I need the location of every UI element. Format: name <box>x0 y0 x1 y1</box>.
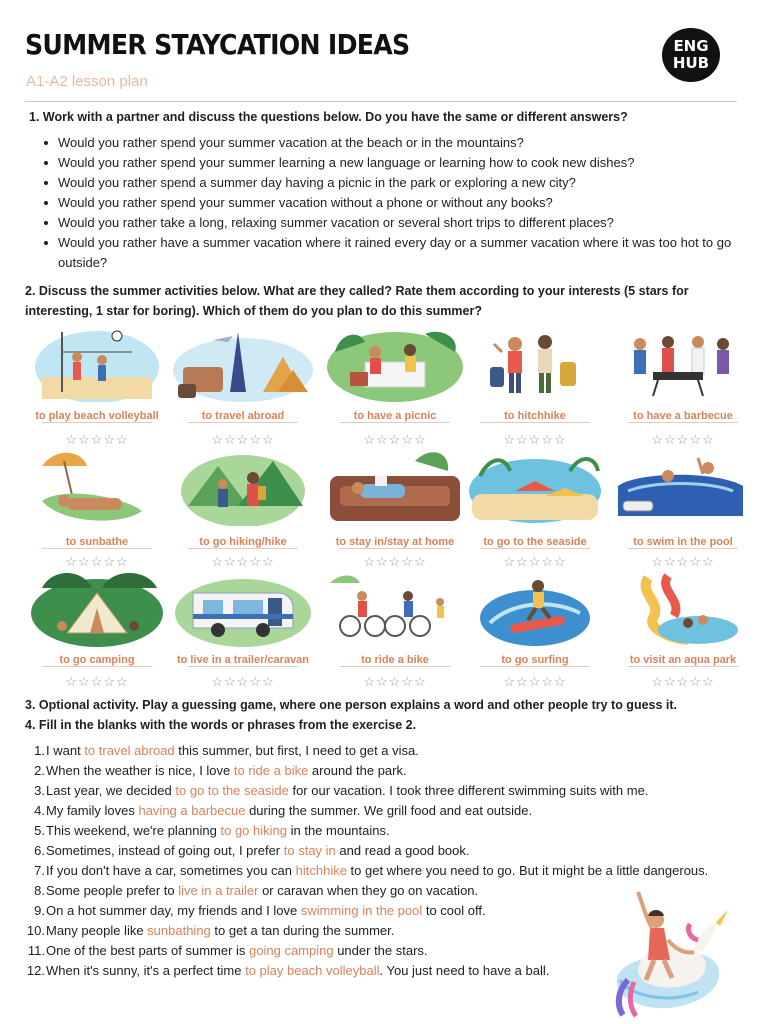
question-item: Would you rather have a summer vacation where it rained every day or a summer vacation where it was too hot to go outside? <box>44 233 744 273</box>
water-slide-illustration <box>608 568 758 648</box>
sentence-item <box>25 741 745 761</box>
activity-divider <box>340 666 450 667</box>
sentence-text-before: I want <box>46 743 85 758</box>
sentence-number: 1. <box>34 743 45 758</box>
activity-divider <box>42 422 152 423</box>
activity-label: to play beach volleyball <box>35 410 159 422</box>
activity-card <box>460 322 610 452</box>
activity-divider <box>340 548 450 549</box>
activity-divider <box>628 666 738 667</box>
exercise-2-heading: 2. Discuss the summer activities below. What are they called? Rate them according to your interests (5 stars for interesting, 1 star for boring). Which of them do you plan to do this summer? <box>25 284 689 318</box>
question-item: Would you rather take a long, relaxing summer vacation or several short trips to different places? <box>44 213 744 233</box>
star-rating[interactable]: ☆☆☆☆☆ <box>65 674 129 689</box>
sentence-number: 12. <box>26 963 45 978</box>
star-rating[interactable]: ☆☆☆☆☆ <box>503 674 567 689</box>
sentence-item <box>25 821 745 841</box>
activity-divider <box>480 666 590 667</box>
sentence-answer: sunbathing <box>147 923 211 938</box>
activity-card <box>608 446 758 576</box>
sentence-text-before: Many people like <box>46 923 148 938</box>
activity-card <box>168 446 318 576</box>
surfing-illustration <box>460 568 610 648</box>
activity-label: to live in a trailer/caravan <box>176 654 310 666</box>
sentence-answer: going camping <box>249 943 334 958</box>
sentence-text-after: for our vacation. I took three different swimming suits with me. <box>288 783 649 798</box>
star-rating[interactable]: ☆☆☆☆☆ <box>503 554 567 569</box>
sentence-answer: to go to the seaside <box>175 783 289 798</box>
activity-divider <box>628 422 738 423</box>
sentence-text-after: to get a tan during the summer. <box>210 923 395 938</box>
sofa-home-illustration <box>320 446 470 526</box>
caravan-illustration <box>168 568 318 648</box>
eng-hub-logo <box>662 28 720 82</box>
sentence-text-after: . You just need to have a ball. <box>379 963 550 978</box>
sentence-text-after: and read a good book. <box>335 843 470 858</box>
activity-divider <box>340 422 450 423</box>
star-rating[interactable]: ☆☆☆☆☆ <box>65 554 129 569</box>
logo-line-2: HUB <box>672 54 710 72</box>
activity-card <box>608 568 758 698</box>
star-rating[interactable]: ☆☆☆☆☆ <box>651 674 715 689</box>
activity-label: to have a barbecue <box>633 410 733 422</box>
hiking-illustration <box>168 446 318 526</box>
activity-label: to sunbathe <box>65 536 129 548</box>
star-rating[interactable]: ☆☆☆☆☆ <box>651 432 715 447</box>
sentence-item <box>25 761 745 781</box>
sentence-item <box>25 781 745 801</box>
star-rating[interactable]: ☆☆☆☆☆ <box>211 674 275 689</box>
activity-card <box>320 322 470 452</box>
sentence-item <box>25 801 745 821</box>
sunbathing-illustration <box>22 446 172 526</box>
barbecue-illustration <box>608 322 758 402</box>
sentence-answer: to stay in <box>283 843 336 858</box>
activity-label: to ride a bike <box>361 654 429 666</box>
camping-tent-illustration <box>22 568 172 648</box>
activity-label: to travel abroad <box>201 410 285 422</box>
activity-card <box>22 446 172 576</box>
sentence-number: 8. <box>34 883 45 898</box>
sentence-text-before: One of the best parts of summer is <box>46 943 250 958</box>
activity-card <box>168 322 318 452</box>
star-rating[interactable]: ☆☆☆☆☆ <box>363 432 427 447</box>
picnic-illustration <box>320 322 470 402</box>
exercise-3-heading: 3. Optional activity. Play a guessing game, where one person explains a word and other people try to guess it. <box>25 698 678 712</box>
activity-label: to hitchhike <box>504 410 566 422</box>
sentence-text-before: When the weather is nice, I love <box>46 763 234 778</box>
sentence-text-before: Last year, we decided <box>46 783 176 798</box>
activity-label: to go hiking/hike <box>199 536 287 548</box>
activity-divider <box>188 548 298 549</box>
sentence-text-after: this summer, but first, I need to get a visa. <box>174 743 419 758</box>
star-rating[interactable]: ☆☆☆☆☆ <box>651 554 715 569</box>
page-subtitle: A1-A2 lesson plan <box>26 73 148 90</box>
swimming-pool-illustration <box>608 446 758 526</box>
exercise-1-heading: 1. Work with a partner and discuss the questions below. Do you have the same or different answers? <box>29 110 628 124</box>
activity-divider <box>628 548 738 549</box>
woman-on-unicorn-float-illustration <box>598 880 738 1020</box>
sentence-number: 7. <box>34 863 45 878</box>
sentence-text-after: around the park. <box>308 763 407 778</box>
activity-label: to visit an aqua park <box>629 654 737 666</box>
beach-volleyball-illustration <box>22 322 172 402</box>
activity-card <box>460 446 610 576</box>
question-item: Would you rather spend your summer learning a new language or learning how to cook new dishes? <box>44 153 744 173</box>
sentence-number: 5. <box>34 823 45 838</box>
activity-divider <box>42 666 152 667</box>
sentence-answer: to go hiking <box>220 823 287 838</box>
sentence-text-before: This weekend, we're planning <box>46 823 221 838</box>
sentence-text-before: If you don't have a car, sometimes you can <box>46 863 296 878</box>
star-rating[interactable]: ☆☆☆☆☆ <box>363 554 427 569</box>
exercise-1-questions <box>44 133 744 273</box>
sentence-number: 11. <box>27 943 45 958</box>
sentence-text-after: or caravan when they go on vacation. <box>258 883 479 898</box>
activity-card <box>608 322 758 452</box>
bicycles-illustration <box>320 568 470 648</box>
sentence-number: 4. <box>34 803 45 818</box>
activity-card <box>22 568 172 698</box>
star-rating[interactable]: ☆☆☆☆☆ <box>211 432 275 447</box>
activity-card <box>320 568 470 698</box>
star-rating[interactable]: ☆☆☆☆☆ <box>211 554 275 569</box>
sentence-number: 9. <box>34 903 45 918</box>
sentence-item <box>25 841 745 861</box>
activity-divider <box>480 548 590 549</box>
logo-line-1: ENG <box>673 37 709 55</box>
activity-label: to stay in/stay at home <box>335 536 455 548</box>
sentence-answer: live in a trailer <box>178 883 259 898</box>
question-item: Would you rather spend your summer vacation at the beach or in the mountains? <box>44 133 744 153</box>
sentence-text-before: Sometimes, instead of going out, I prefer <box>46 843 284 858</box>
sentence-item <box>25 861 745 881</box>
hitchhikers-illustration <box>460 322 610 402</box>
header-divider <box>25 101 737 102</box>
sentence-number: 2. <box>34 763 45 778</box>
sentence-text-after: under the stars. <box>333 943 428 958</box>
activity-label: to have a picnic <box>353 410 437 422</box>
exercise-4-heading: 4. Fill in the blanks with the words or phrases from the exercise 2. <box>25 718 417 732</box>
sentence-text-before: Some people prefer to <box>46 883 179 898</box>
sentence-answer: swimming in the pool <box>300 903 423 918</box>
sentence-number: 3. <box>34 783 45 798</box>
sentence-number: 10. <box>26 923 45 938</box>
sentence-text-after: in the mountains. <box>286 823 390 838</box>
sentence-text-before: On a hot summer day, my friends and I love <box>46 903 301 918</box>
activity-label: to go to the seaside <box>483 536 587 548</box>
world-landmarks-illustration <box>168 322 318 402</box>
sentence-answer: to travel abroad <box>84 743 175 758</box>
sentence-answer: to ride a bike <box>233 763 309 778</box>
star-rating[interactable]: ☆☆☆☆☆ <box>503 432 567 447</box>
activity-divider <box>480 422 590 423</box>
activity-card <box>22 322 172 452</box>
sentence-text-after: to get where you need to go. But it might be a little dangerous. <box>346 863 709 878</box>
activity-divider <box>188 422 298 423</box>
star-rating[interactable]: ☆☆☆☆☆ <box>363 674 427 689</box>
sentence-answer: hitchhike <box>295 863 347 878</box>
activity-label: to go camping <box>59 654 135 666</box>
question-item: Would you rather spend a summer day having a picnic in the park or exploring a new city? <box>44 173 744 193</box>
activity-label: to swim in the pool <box>633 536 733 548</box>
sentence-answer: to play beach volleyball <box>245 963 380 978</box>
sentence-number: 6. <box>34 843 45 858</box>
sentence-text-before: My family loves <box>46 803 139 818</box>
sentence-text-before: When it's sunny, it's a perfect time <box>46 963 246 978</box>
activity-divider <box>188 666 298 667</box>
question-item: Would you rather spend your summer vacation without a phone or without any books? <box>44 193 744 213</box>
sentence-text-after: to cool off. <box>422 903 486 918</box>
activity-label: to go surfing <box>501 654 569 666</box>
activity-card <box>168 568 318 698</box>
page-title: SUMMER STAYCATION IDEAS <box>25 28 410 61</box>
activity-card <box>460 568 610 698</box>
star-rating[interactable]: ☆☆☆☆☆ <box>65 432 129 447</box>
seaside-illustration <box>460 446 610 526</box>
activity-card <box>320 446 470 576</box>
sentence-text-after: during the summer. We grill food and eat outside. <box>245 803 533 818</box>
activity-divider <box>42 548 152 549</box>
sentence-answer: having a barbecue <box>138 803 246 818</box>
